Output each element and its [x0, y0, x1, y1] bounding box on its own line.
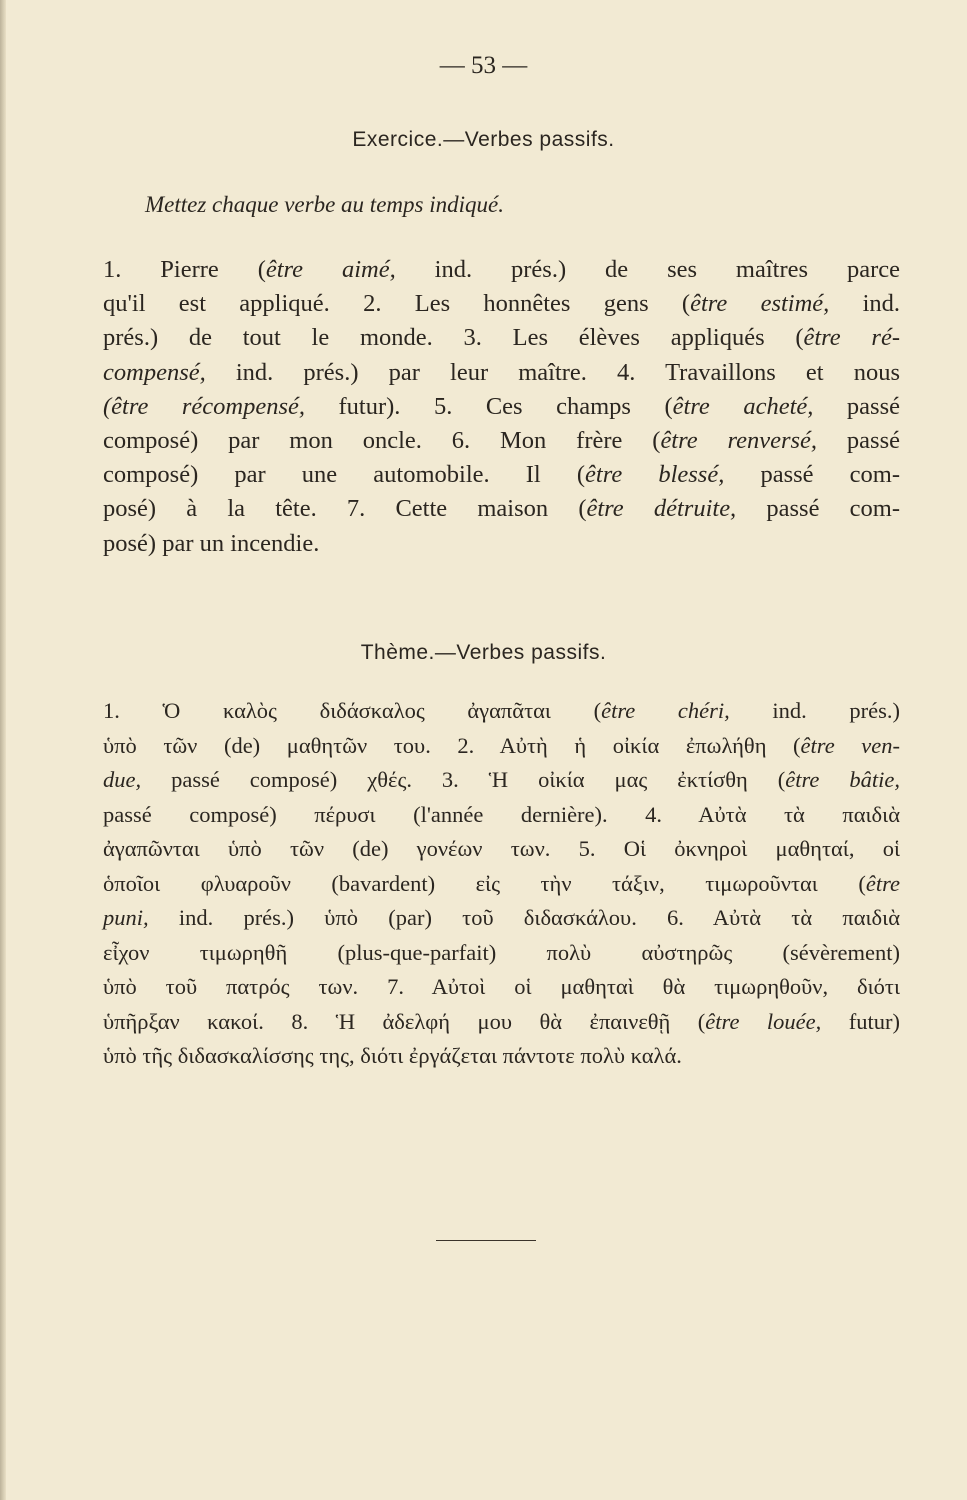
text-line	[103, 427, 900, 455]
italic-text: être blessé,	[585, 461, 725, 489]
text-line	[103, 940, 900, 966]
text-segment: 1. Pierre (	[103, 256, 266, 283]
text-segment: passé composé) χθές. 3. Ἡ οἰκία μας ἐκτίσθη (	[141, 767, 786, 792]
text-line	[103, 767, 900, 793]
text-segment: ind. prés.)	[729, 698, 900, 723]
italic-text: être chéri,	[601, 698, 730, 723]
italic-text: être acheté,	[672, 392, 814, 420]
italic-text: (être récompensé,	[103, 392, 305, 420]
text-segment: εἶχον τιμωρηθῆ (plus-que-parfait) πολὺ αὐστηρῶς (sévèrement)	[103, 939, 900, 965]
italic-text: être ré-	[803, 324, 900, 352]
exercise-heading: Exercice.—Verbes passifs.	[352, 128, 615, 151]
text-line	[103, 1009, 900, 1035]
text-segment: ind.	[829, 290, 901, 318]
italic-text: être estimé,	[690, 290, 830, 318]
text-segment: ὑπὸ τῆς διδασκαλίσσης της, διότι ἐργάζεται πάντοτε πολὺ καλά.	[103, 1043, 682, 1068]
text-line	[103, 290, 900, 318]
italic-text: compensé,	[103, 358, 206, 386]
text-segment: passé	[817, 427, 901, 454]
text-segment: ἀγαπῶνται ὑπὸ τῶν (de) γονέων των. 5. Οἱ ὀκνηροὶ μαθηταί, οἱ	[103, 836, 900, 861]
text-segment: futur)	[821, 1008, 900, 1034]
text-segment: ὑπὸ τοῦ πατρός των. 7. Αὐτοὶ οἱ μαθηταὶ θὰ τιμωρηθοῦν, διότι	[103, 974, 900, 999]
italic-text: être ven-	[800, 732, 900, 758]
italic-text: être renversé,	[660, 427, 818, 454]
text-line	[103, 461, 900, 489]
text-segment: futur). 5. Ces champs (	[305, 392, 673, 420]
text-segment: ind. prés.) de ses maîtres parce	[395, 256, 900, 283]
text-segment: ind. prés.) ὑπὸ (par) τοῦ διδασκάλου. 6. Αὐτὰ τὰ παιδιὰ	[148, 905, 900, 930]
italic-text: être louée,	[705, 1008, 822, 1034]
text-segment: ind. prés.) par leur maître. 4. Travaillons et nous	[205, 358, 900, 386]
text-segment: prés.) de tout le monde. 3. Les élèves appliqués (	[103, 324, 804, 352]
text-segment: passé com-	[736, 495, 900, 523]
end-divider	[436, 1240, 536, 1241]
page-binding-edge	[0, 0, 6, 1500]
text-line	[103, 1043, 682, 1069]
theme-heading: Thème.—Verbes passifs.	[360, 641, 607, 664]
text-line	[103, 393, 900, 421]
text-line	[103, 359, 900, 387]
text-segment: qu'il est appliqué. 2. Les honnêtes gens (	[103, 290, 691, 318]
text-line	[103, 495, 900, 523]
text-line	[103, 836, 900, 862]
text-line	[103, 974, 900, 1000]
text-segment: passé com-	[724, 461, 900, 489]
italic-text: être bâtie,	[785, 767, 900, 792]
italic-text: être	[865, 870, 900, 896]
text-segment: passé	[813, 392, 900, 420]
text-segment: posé) à la tête. 7. Cette maison (	[103, 495, 587, 523]
text-line	[103, 256, 900, 284]
text-segment: passé composé) πέρυσι (l'année dernière). 4. Αὐτὰ τὰ παιδιὰ	[103, 801, 900, 827]
italic-text: être détruite,	[586, 495, 737, 523]
text-line	[103, 698, 900, 724]
text-segment: ὁποῖοι φλυαροῦν (bavardent) εἰς τὴν τάξιν, τιμωροῦνται (	[103, 870, 866, 896]
italic-text: puni,	[103, 905, 149, 930]
text-segment: composé) par une automobile. Il (	[103, 461, 586, 489]
text-line	[103, 530, 319, 558]
exercise-instruction: Mettez chaque verbe au temps indiqué.	[145, 192, 504, 217]
text-segment: 1. Ὁ καλὸς διδάσκαλος ἀγαπᾶται (	[103, 698, 602, 723]
text-line	[103, 733, 900, 759]
text-segment: ὑπῆρξαν κακοί. 8. Ἡ ἀδελφή μου θὰ ἐπαινεθῇ (	[103, 1008, 706, 1034]
text-segment: posé) par un incendie.	[103, 529, 320, 557]
text-line	[103, 802, 900, 828]
page-number: — 53 —	[439, 52, 528, 79]
italic-text: due,	[103, 767, 142, 792]
text-line	[103, 324, 900, 352]
text-line	[103, 905, 900, 931]
italic-text: être aimé,	[265, 256, 396, 283]
text-line	[103, 871, 900, 897]
text-segment: ὑπὸ τῶν (de) μαθητῶν του. 2. Αὐτὴ ἡ οἰκία ἐπωλήθη (	[103, 732, 801, 758]
text-segment: composé) par mon oncle. 6. Mon frère (	[103, 427, 661, 454]
